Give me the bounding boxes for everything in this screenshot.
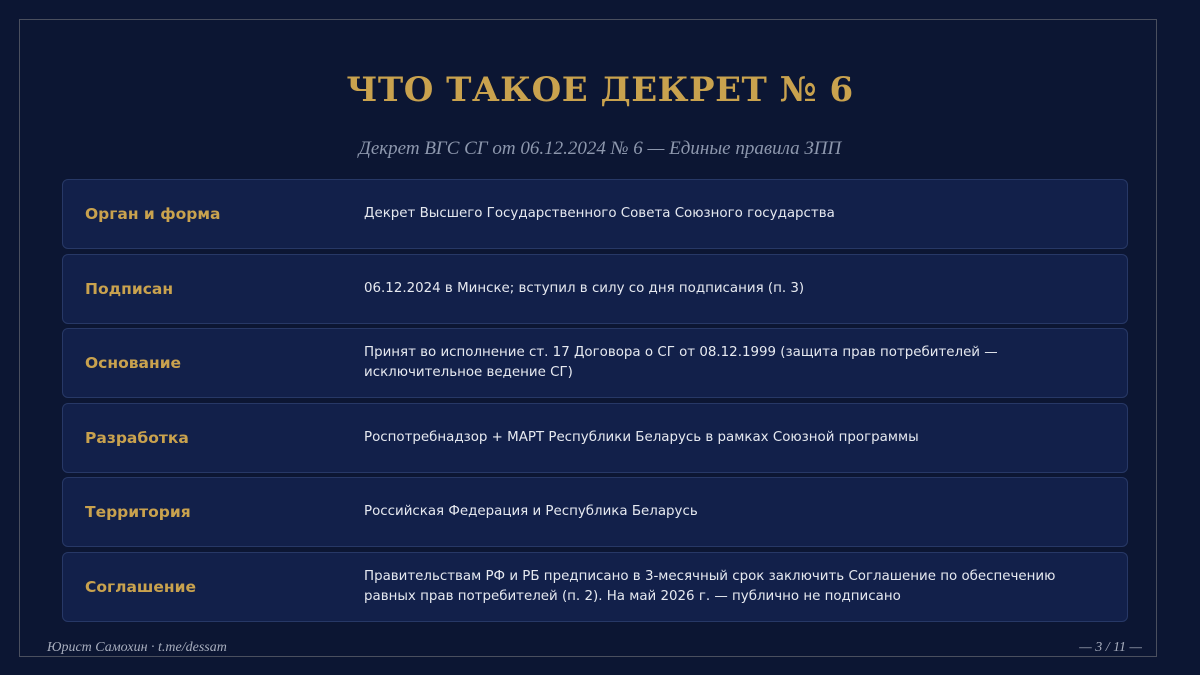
info-table — [62, 179, 1128, 627]
row-label: Орган и форма — [85, 205, 221, 223]
row-value: Принят во исполнение ст. 17 Договора о СГ от 08.12.1999 (защита прав потребителей — исключительное ведение СГ) — [364, 345, 998, 381]
row-value: 06.12.2024 в Минске; вступил в силу со дня подписания (п. 3) — [364, 280, 805, 296]
row-value: Российская Федерация и Республика Беларусь — [364, 504, 698, 520]
slide-title: ЧТО ТАКОЕ ДЕКРЕТ № 6 — [346, 70, 854, 110]
info-row-basis — [62, 328, 1128, 398]
info-row-organ — [62, 179, 1128, 249]
footer-author: Юрист Самохин · t.me/dessam — [47, 640, 227, 655]
slide-subtitle: Декрет ВГС СГ от 06.12.2024 № 6 — Единые правила ЗПП — [358, 138, 842, 159]
info-row-agreement — [62, 552, 1128, 622]
row-value: Правительствам РФ и РБ предписано в 3-месячный срок заключить Соглашение по обеспечению равных прав потребителей (п. 2). На май 2026 г. — публично не подписано — [364, 568, 1056, 604]
page-number: — 3 / 11 — — [1079, 640, 1142, 655]
row-label: Территория — [85, 503, 191, 522]
info-row-territory — [62, 477, 1128, 547]
row-label: Соглашение — [85, 577, 196, 596]
row-value: Декрет Высшего Государственного Совета Союзного государства — [364, 206, 835, 221]
info-row-development — [62, 403, 1128, 473]
row-label: Подписан — [85, 279, 174, 298]
info-row-signed — [62, 254, 1128, 324]
row-label: Основание — [85, 354, 182, 373]
row-value: Роспотребнадзор + МАРТ Республики Беларусь в рамках Союзной программы — [364, 429, 919, 445]
row-label: Разработка — [85, 428, 189, 447]
